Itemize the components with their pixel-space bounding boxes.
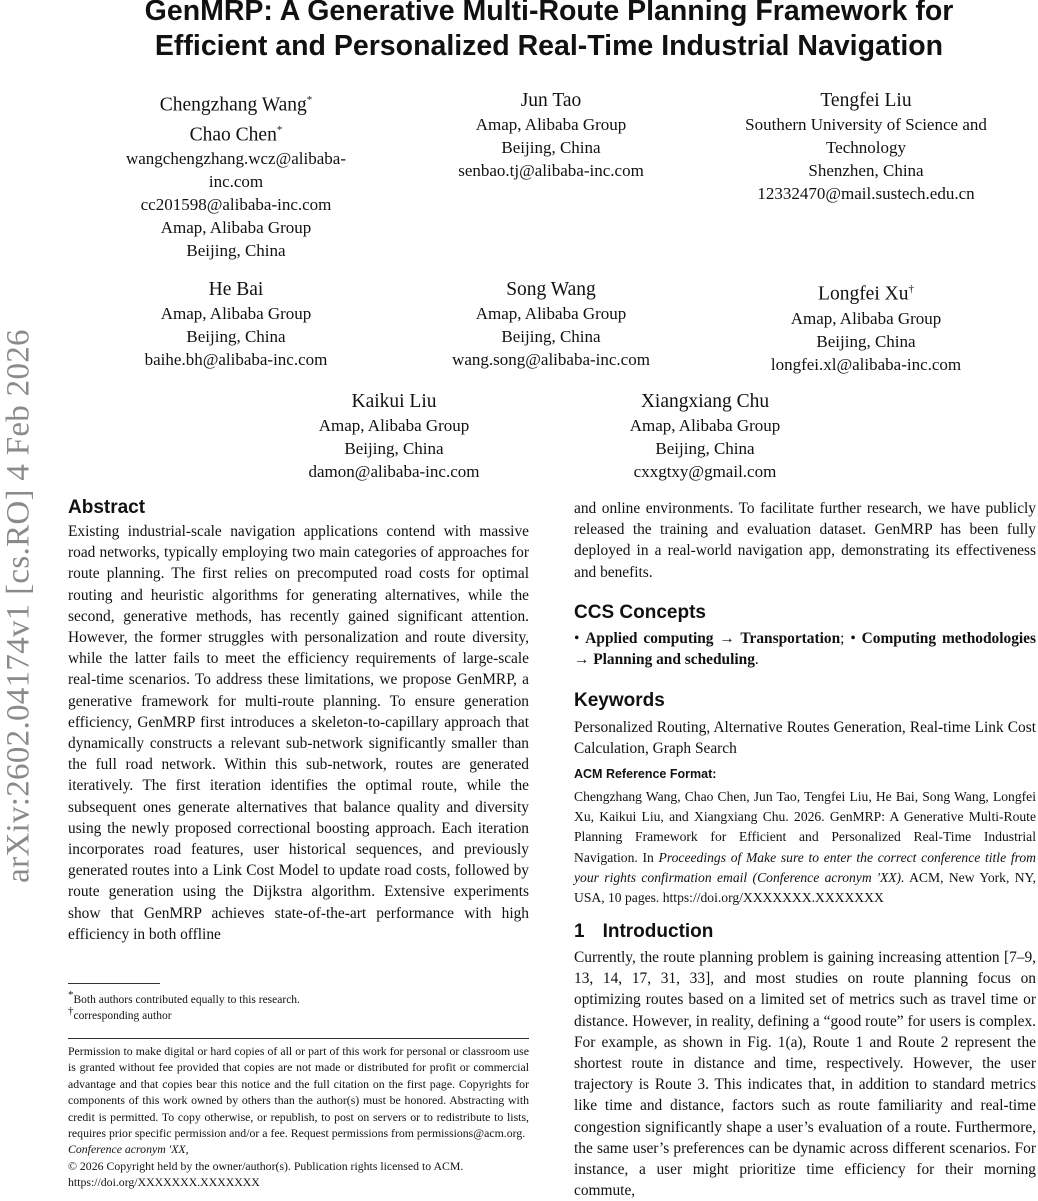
author-affiliation: Amap, Alibaba Group bbox=[475, 115, 627, 134]
author-affiliation: Technology bbox=[825, 138, 906, 157]
footnote-mark: * bbox=[68, 989, 74, 1001]
author-name: Jun Tao bbox=[520, 90, 582, 111]
abstract-continuation bbox=[574, 498, 1036, 583]
author-email: longfei.xl@alibaba-inc.com bbox=[770, 354, 962, 374]
author-name: He Bai bbox=[208, 279, 264, 300]
reference-text: ACM, New York, NY, USA, 10 pages. https://doi.org/XXXXXXX.XXXXXXX bbox=[574, 869, 1036, 906]
arxiv-identifier: arXiv:2602.04174v1 [cs.RO] 4 Feb 2026 bbox=[0, 329, 37, 883]
acm-reference-heading: ACM Reference Format: bbox=[574, 767, 717, 781]
ccs-concept-2: Computing methodologies → Planning and scheduling bbox=[574, 630, 1036, 669]
author-block-2 bbox=[410, 88, 692, 182]
doi-link[interactable]: https://doi.org/XXXXXXX.XXXXXXX bbox=[68, 1175, 260, 1190]
author-block-6 bbox=[722, 277, 1010, 376]
corresponding-author-mark: † bbox=[908, 283, 914, 295]
author-location: Beijing, China bbox=[501, 138, 601, 157]
author-name: Longfei Xu bbox=[818, 283, 909, 305]
author-location: Beijing, China bbox=[186, 327, 286, 346]
author-name: Tengfei Liu bbox=[820, 90, 912, 111]
author-email: cc201598@alibaba-inc.com bbox=[140, 195, 332, 214]
permission-block bbox=[68, 1043, 529, 1191]
section-title: Introduction bbox=[602, 921, 714, 942]
introduction-paragraph: Currently, the route planning problem is gaining increasing attention [7–9, 13, 14, 17, 31, 33], and most studies on route planning focus on optimizing routes based on a limited set of metrics such as travel time or distance. However, in reality, defining a “good route” for users is complex. For example, as shown in Fig. 1(a), Route 1 and Route 2 represent the shortest route in distance and time, respectively. However, the user trajectory is Route 3. This indicates that, in addition to standard metrics like time and distance, factors such as route familiarity and real-time congestion significantly shape a user’s evaluation of a route. Furthermore, the same user’s preferences can be dynamic across different scenarios. For instance, a user might prioritize time efficiency for their morning commute, bbox=[574, 949, 1036, 1200]
section-number: 1 bbox=[574, 921, 585, 942]
introduction-heading bbox=[574, 920, 713, 944]
author-email: damon@alibaba-inc.com bbox=[308, 462, 480, 481]
paper-title bbox=[60, 0, 1038, 64]
author-block-5 bbox=[410, 277, 692, 371]
author-affiliation: Amap, Alibaba Group bbox=[475, 304, 627, 323]
equal-contribution-mark: * bbox=[306, 94, 313, 106]
conference-acronym: Conference acronym 'XX, bbox=[68, 1142, 189, 1157]
permission-rule bbox=[68, 1038, 529, 1039]
ccs-concept-1: Applied computing → Transportation bbox=[585, 630, 841, 647]
reference-text: Chengzhang Wang, Chao Chen, Jun Tao, Tengfei Liu, He Bai, Song Wang, Longfei Xu, Kaikui Liu, and Xiangxiang Chu. 2026. GenMRP: A Generative Multi-Route Planning Framework for Efficient and Personalized Real-Time Industrial Navigation. In bbox=[574, 789, 1036, 865]
permission-text: Permission to make digital or hard copies of all or part of this work for personal or classroom use is granted without fee provided that copies are not made or distributed for profit or commercial advantage and that copies bear this notice and the full citation on the first page. Copyrights for components of this work owned by others than the author(s) must be honored. Abstracting with credit is permitted. To copy otherwise, or republish, to post on servers or to redistribute to lists, requires prior specific permission and/or a fee. Request permissions from permissions@acm.org. bbox=[68, 1044, 529, 1141]
keywords-body bbox=[574, 717, 1036, 759]
author-affiliation: Amap, Alibaba Group bbox=[790, 308, 942, 328]
terminator: . bbox=[754, 651, 759, 669]
author-affiliation: Southern University of Science and bbox=[745, 115, 987, 134]
author-email: inc.com bbox=[208, 172, 264, 191]
ccs-concepts-heading: CCS Concepts bbox=[574, 602, 706, 623]
copyright-notice: © 2026 Copyright held by the owner/author(s). Publication rights licensed to ACM. bbox=[68, 1158, 464, 1173]
abstract-heading: Abstract bbox=[68, 497, 146, 518]
author-block-3 bbox=[722, 88, 1010, 205]
author-block-4 bbox=[100, 277, 372, 371]
author-email: wangchengzhang.wcz@alibaba- bbox=[125, 149, 347, 168]
abstract-paragraph: Existing industrial-scale navigation applications contend with massive road networks, typically employing two main categories of approaches for route planning. The first relies on precomputed road costs for optimal routing and heuristic algorithms for generating alternatives, while the second, generative methods, has recently gained significant attention. However, the former struggles with personalization and route diversity, while the latter fails to meet the efficiency requirements of large-scale real-time scenarios. To address these limitations, we propose GenMRP, a generative framework for multi-route planning. To ensure generation efficiency, GenMRP first introduces a skeleton-to-capillary approach that dynamically constructs a relevant sub-network significantly smaller than the full road network. Within this sub-network, routes are generated iteratively. The first iteration identifies the optimal route, while the subsequent ones generate alternatives that balance quality and diversity using the newly proposed correctional boosting approach. Each iteration incorporates road features, user historical sequences, and previously generated routes into a Link Cost Model to update road costs, followed by route generation using the Dijkstra algorithm. Extensive experiments show that GenMRP achieves state-of-the-art performance with high efficiency in both offline bbox=[68, 523, 529, 943]
arxiv-sidebar bbox=[0, 270, 44, 950]
author-location: Beijing, China bbox=[344, 439, 444, 458]
author-affiliation: Amap, Alibaba Group bbox=[160, 218, 312, 237]
author-location: Beijing, China bbox=[501, 327, 601, 346]
bullet: • bbox=[850, 630, 856, 647]
title-line-1: GenMRP: A Generative Multi-Route Planning Framework for bbox=[144, 0, 954, 27]
author-name: Chao Chen bbox=[189, 124, 277, 145]
author-block-1 bbox=[100, 88, 372, 262]
reference-venue: Proceedings of Make sure to enter the correct conference title from your rights confirmation email (Conference acronym 'XX). bbox=[574, 849, 1037, 885]
author-location: Shenzhen, China bbox=[808, 161, 924, 180]
author-affiliation: Amap, Alibaba Group bbox=[318, 416, 470, 435]
author-block-7 bbox=[265, 389, 523, 483]
author-name: Xiangxiang Chu bbox=[640, 391, 770, 412]
footnote-corresponding bbox=[68, 1003, 172, 1024]
bullet: • bbox=[574, 630, 580, 647]
keywords-heading: Keywords bbox=[574, 690, 665, 711]
footnote-text: corresponding author bbox=[73, 1009, 172, 1022]
acm-reference-body bbox=[574, 787, 1036, 908]
footnote-rule bbox=[68, 983, 160, 984]
author-email: baihe.bh@alibaba-inc.com bbox=[144, 350, 328, 369]
author-email: 12332470@mail.sustech.edu.cn bbox=[757, 184, 975, 203]
author-affiliation: Amap, Alibaba Group bbox=[160, 304, 312, 323]
author-location: Beijing, China bbox=[655, 439, 755, 458]
author-name: Kaikui Liu bbox=[351, 391, 437, 412]
footnote-text: Both authors contributed equally to this research. bbox=[73, 993, 300, 1006]
author-email: cxxgtxy@gmail.com bbox=[633, 462, 777, 481]
abstract-body bbox=[68, 521, 529, 945]
author-block-8 bbox=[576, 389, 834, 483]
author-name: Chengzhang Wang bbox=[159, 94, 307, 116]
keywords-text: Personalized Routing, Alternative Routes Generation, Real-time Link Cost Calculation, Graph Search bbox=[574, 719, 1036, 758]
introduction-body bbox=[574, 947, 1036, 1201]
ccs-concepts-body bbox=[574, 628, 1036, 670]
title-line-2: Efficient and Personalized Real-Time Industrial Navigation bbox=[154, 30, 944, 62]
separator: ; bbox=[840, 630, 845, 647]
author-name: Song Wang bbox=[506, 279, 596, 300]
author-email: wang.song@alibaba-inc.com bbox=[452, 350, 650, 369]
abstract-paragraph: and online environments. To facilitate further research, we have publicly released the training and evaluation dataset. GenMRP has been fully deployed in a real-world navigation app, demonstrating its effectiveness and benefits. bbox=[574, 500, 1036, 581]
author-email: senbao.tj@alibaba-inc.com bbox=[458, 161, 644, 180]
author-affiliation: Amap, Alibaba Group bbox=[629, 416, 781, 435]
author-location: Beijing, China bbox=[186, 241, 286, 260]
author-location: Beijing, China bbox=[816, 331, 916, 351]
equal-contribution-mark: * bbox=[276, 123, 283, 136]
footnote-mark: † bbox=[68, 1005, 74, 1017]
